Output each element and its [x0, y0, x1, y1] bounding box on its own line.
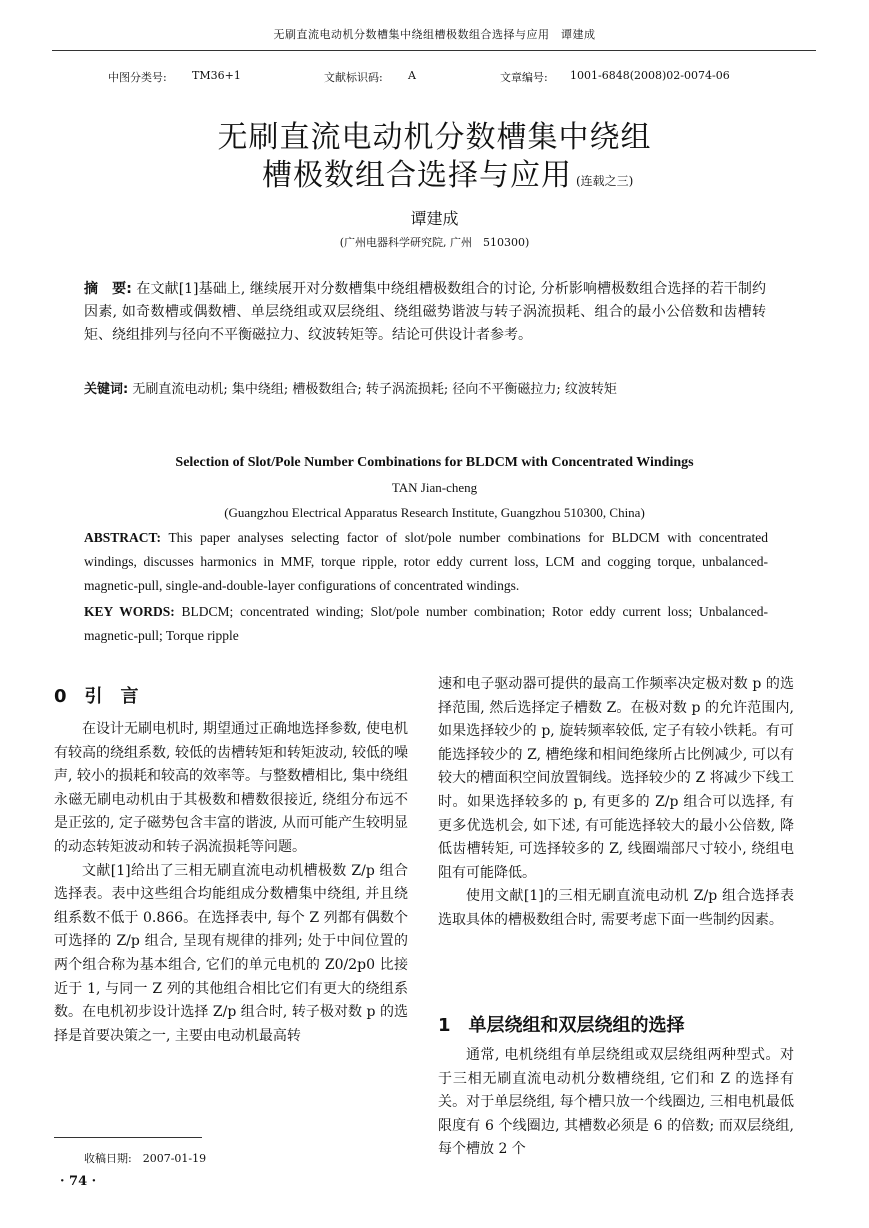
author-affiliation: (广州电器科学研究院, 广州 510300) — [339, 236, 530, 249]
clc-value: TM36+1 — [192, 69, 241, 82]
section-0-paragraph-4: 使用文献[1]的三相无刷直流电动机 Z/p 组合选择表选取具体的槽极数组合时, 需要考虑下面一些制约因素。 — [438, 888, 794, 928]
article-no-value: 1001-6848(2008)02-0074-06 — [570, 69, 730, 82]
running-header: 无刷直流电动机分数槽集中绕组槽极数组合选择与应用 谭建成 — [273, 28, 596, 41]
received-label: 收稿日期: — [84, 1152, 132, 1165]
keywords-cn-text: 无刷直流电动机; 集中绕组; 槽极数组合; 转子涡流损耗; 径向不平衡磁拉力; 纹波转矩 — [132, 382, 617, 397]
received-date: 2007-01-19 — [142, 1152, 207, 1165]
section-0-paragraph-2: 文献[1]给出了三相无刷直流电动机槽极数 Z/p 组合选择表。表中这些组合均能组成分数槽集中绕组, 并且绕组系数不低于 0.866。在选择表中, 每个 Z 列都有偶数个可选择的 Z/p 组合, 呈现有规律的排列; 处于中间位置的两个组合称为基本组合, 它们的单元电机的 Z0/2p0 比接近于 1, 与同一 Z 列的其他组合相比它们有更大的绕组系数。在电机初步设计选择 Z/p 组合时, 转子极对数 p 的选择是首要决策之一, 主要由电动机最高转 — [54, 862, 408, 1044]
keywords-cn — [84, 378, 766, 401]
doc-code-value: A — [408, 69, 416, 82]
english-author: TAN Jian-cheng — [391, 480, 478, 495]
page-number: · 74 · — [60, 1174, 97, 1189]
section-1-heading: 1 单层绕组和双层绕组的选择 — [438, 1015, 685, 1036]
english-abstract-text: This paper analyses selecting factor of slot/pole number combinations for BLDCM with concentrated windings, discusses harmonics in MMF, torque ripple, rotor eddy current loss, LCM and cogging torque, unbalanced-magnetic-pull, single-and-double-layer configurations of concentrated windings. — [84, 530, 768, 593]
title-line-1: 无刷直流电动机分数槽集中绕组 — [217, 120, 652, 155]
received-date-note — [84, 1150, 206, 1166]
title-line-2 — [262, 150, 633, 194]
abstract-cn — [84, 278, 766, 347]
section-1-paragraph-1: 通常, 电机绕组有单层绕组或双层绕组两种型式。对于三相无刷直流电动机分数槽绕组, 它们和 Z 的选择有关。对于单层绕组, 每个槽只放一个线圈边, 三相电机最低限度有 6 个线圈边, 其槽数必须是 6 的倍数; 而双层绕组, 每个槽放 2 个 — [438, 1047, 794, 1158]
keywords-cn-label: 关键词: — [84, 382, 129, 397]
series-note: (连载之三) — [576, 174, 634, 188]
english-keywords — [84, 600, 768, 648]
footnote-rule — [54, 1137, 202, 1138]
left-column — [54, 718, 408, 1048]
section-0-paragraph-3: 速和电子驱动器可提供的最高工作频率决定极对数 p 的选择范围, 然后选择定子槽数 Z。在极对数 p 的允许范围内, 如果选择较少的 p, 旋转频率较低, 定子有较小铁耗。有可能选择较少的 Z, 槽绝缘和相间绝缘所占比例减少, 可以有较大的槽面积空间放置铜线。选择较少的 Z 将减少下线工时。如果选择较多的 p, 有更多的 Z/p 组合可以选择, 有更多优选机会, 如下述, 有可能选择较大的最小公倍数, 降低齿槽转矩, 可选择较多的 Z, 线圈端部尺寸较小, 绕组电阻有可能降低。 — [438, 676, 794, 881]
english-abstract — [84, 526, 768, 598]
english-keywords-text: BLDCM; concentrated winding; Slot/pole number combination; Rotor eddy current loss; Unbalanced-magnetic-pull; Torque ripple — [84, 604, 769, 643]
english-abstract-label: ABSTRACT: — [84, 530, 162, 545]
english-title: Selection of Slot/Pole Number Combinations for BLDCM with Concentrated Windings — [175, 455, 694, 470]
abstract-cn-text: 在文献[1]基础上, 继续展开对分数槽集中绕组槽极数组合的讨论, 分析影响槽极数组合选择的若干制约因素, 如奇数槽或偶数槽、单层绕组或双层绕组、绕组磁势谐波与转子涡流损耗、组合的最小公倍数和齿槽转矩、绕组排列与径向不平衡磁拉力、纹波转矩等。结论可供设计者参考。 — [84, 281, 766, 343]
english-keywords-label: KEY WORDS: — [84, 604, 175, 619]
section-0-paragraph-1: 在设计无刷电机时, 期望通过正确地选择参数, 使电机有较高的绕组系数, 较低的齿槽转矩和转矩波动, 较低的噪声, 较小的损耗和较高的效率等。与整数槽相比, 集中绕组永磁无刷电动机由于其极数和槽数很接近, 绕组分布远不是正弦的, 定子磁势包含丰富的谐波, 从而可能产生较明显的动态转矩波动和转子涡流损耗等问题。 — [54, 721, 408, 855]
article-no-label: 文章编号: — [500, 71, 548, 84]
right-column — [438, 673, 794, 933]
abstract-cn-label: 摘 要: — [84, 281, 132, 297]
title-line-2-text: 槽极数组合选择与应用 — [262, 158, 572, 193]
section-0-heading: 0 引 言 — [54, 686, 139, 707]
header-rule — [52, 50, 816, 51]
clc-label: 中图分类号: — [108, 71, 167, 84]
section-1-body — [438, 1044, 794, 1162]
doc-code-label: 文献标识码: — [324, 71, 383, 84]
author-name: 谭建成 — [410, 209, 459, 228]
english-affiliation: (Guangzhou Electrical Apparatus Research Institute, Guangzhou 510300, China) — [224, 505, 645, 520]
